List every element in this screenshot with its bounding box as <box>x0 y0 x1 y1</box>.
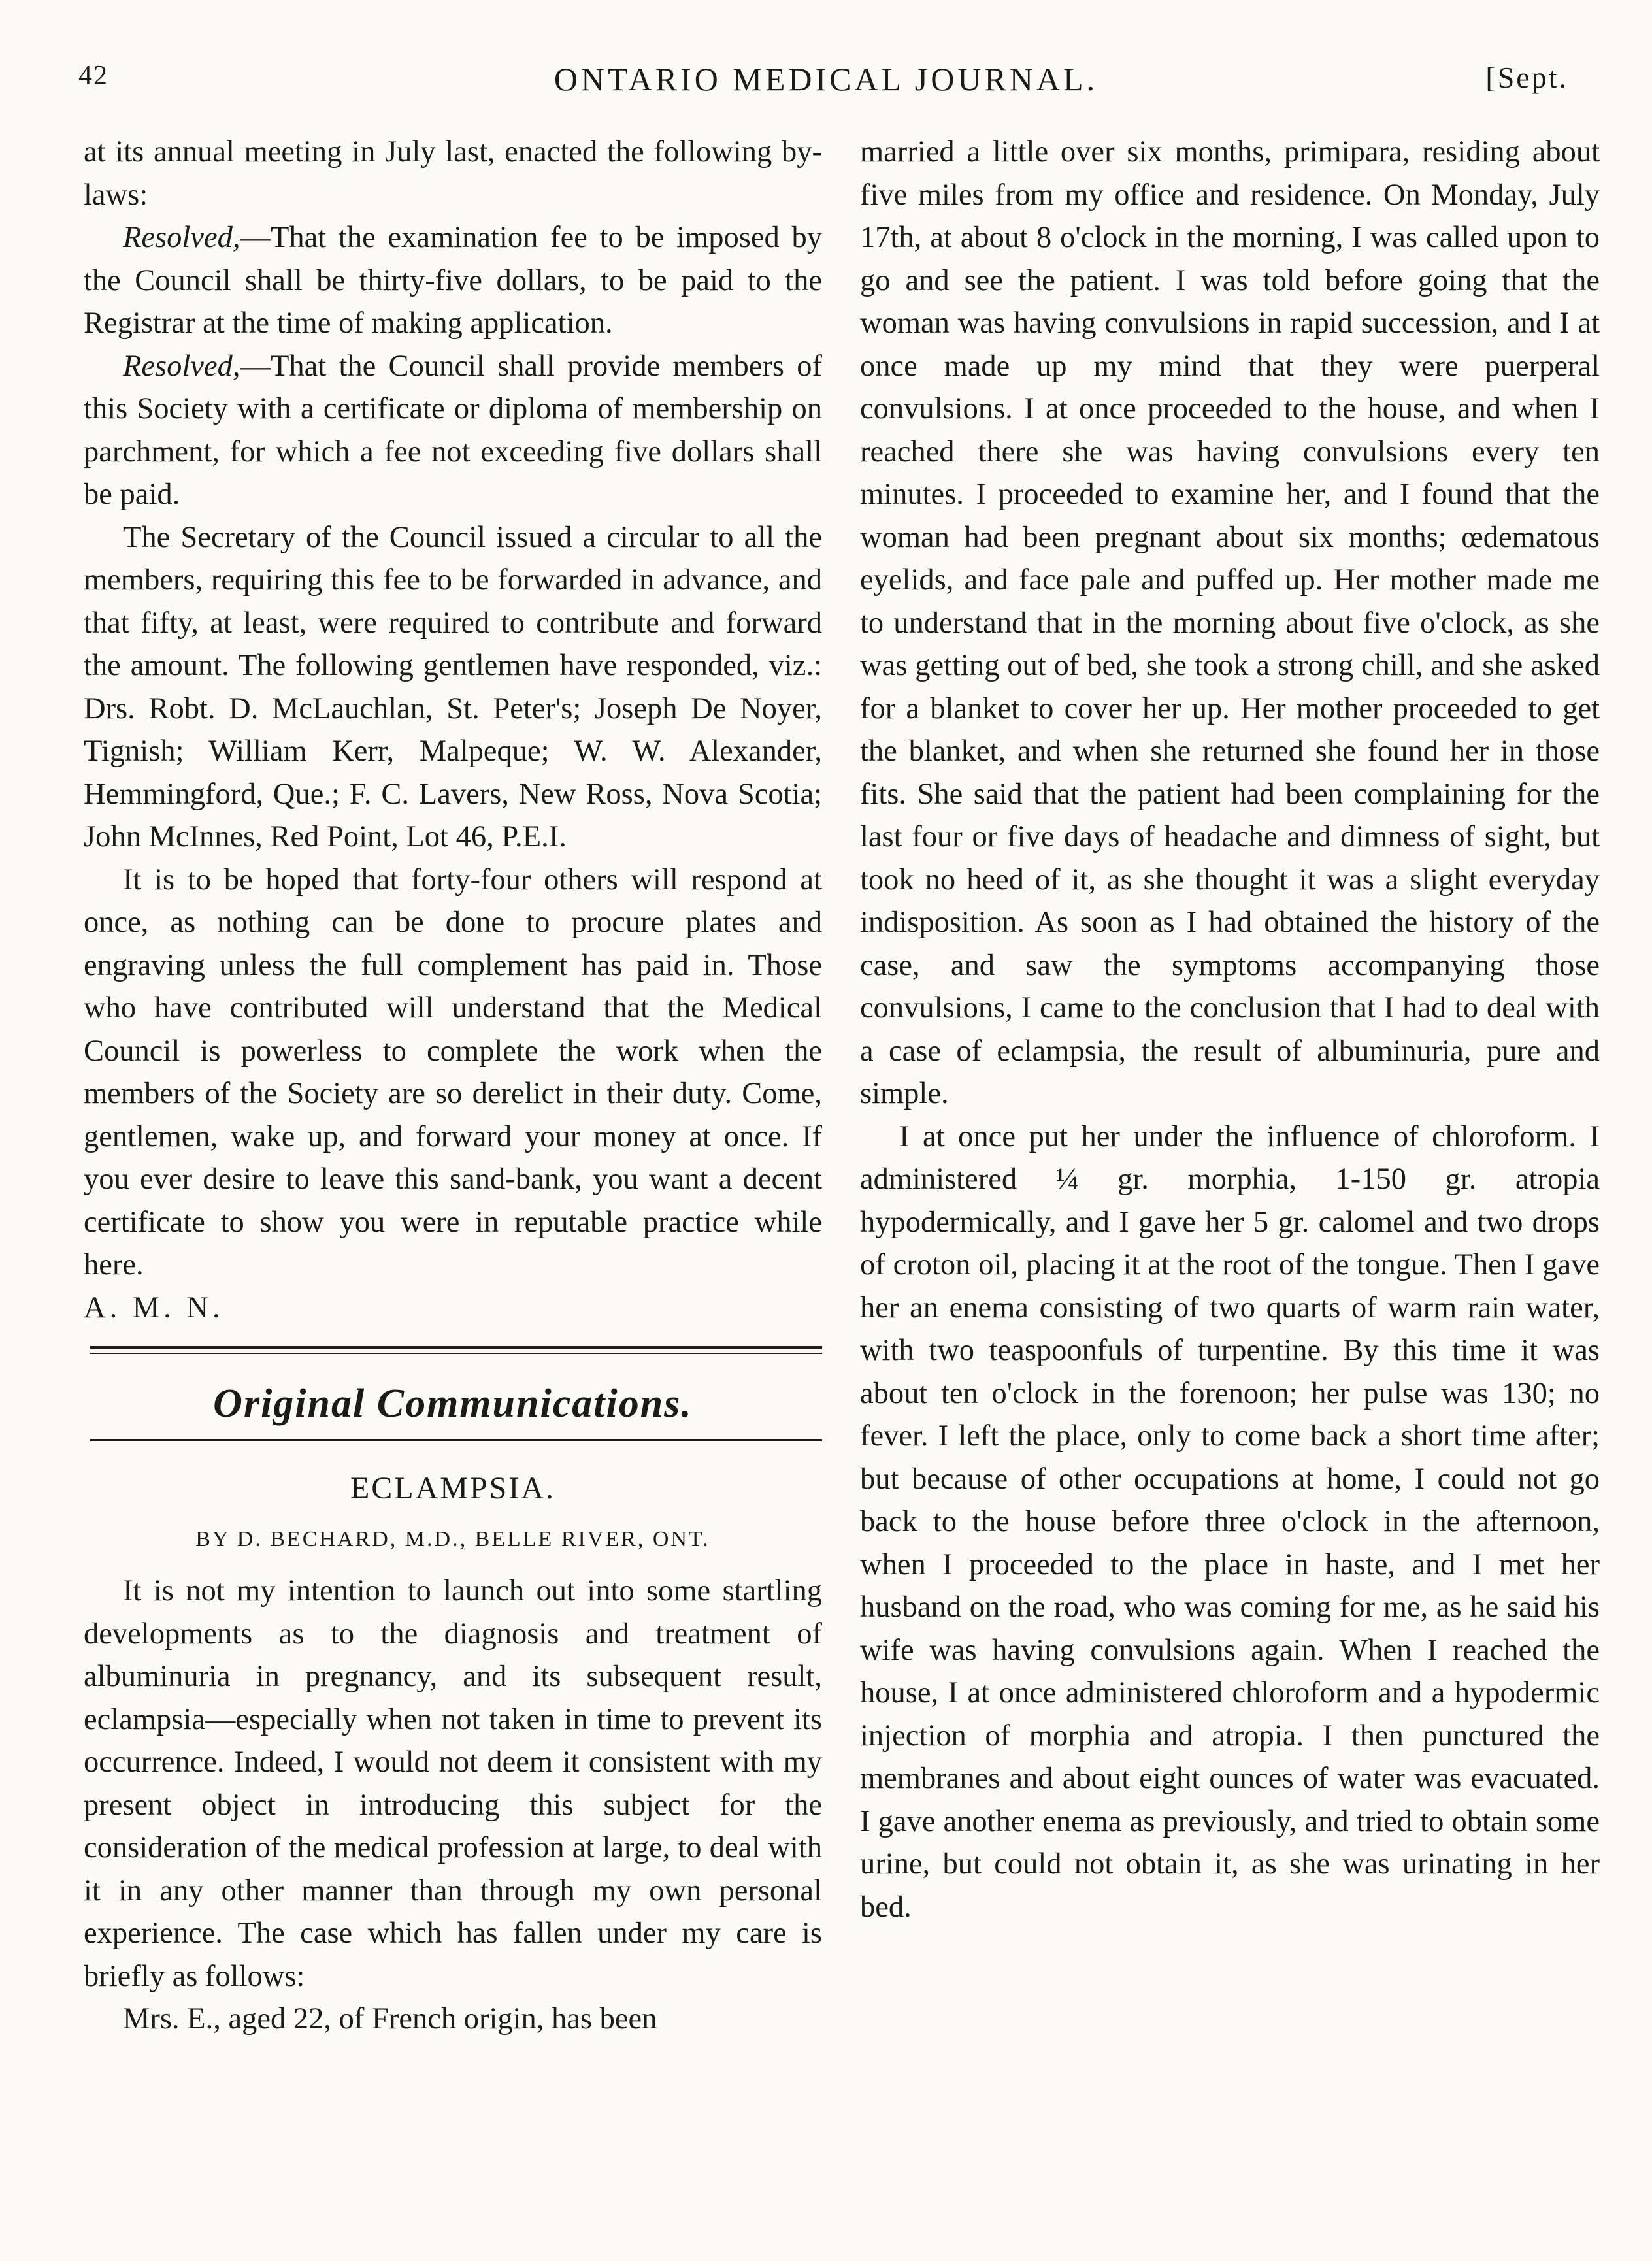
running-header <box>0 60 1652 106</box>
paragraph: It is to be hoped that forty-four others will respond at once, as nothing can be done to procure plates and engraving unless the full complement has paid in. Those who have contributed will understand that the Medical Council is powerless to complete the work when the members of the Society are so derelict in their duty. Come, gentlemen, wake up, and forward your money at once. If you ever desire to leave this sand-bank, you want a decent certificate to show you were in reputable practice while here. <box>84 863 822 1281</box>
single-rule <box>90 1439 822 1441</box>
section-title: Original Communications. <box>213 1381 693 1426</box>
journal-title: ONTARIO MEDICAL JOURNAL. <box>553 61 1099 97</box>
paragraph: Mrs. E., aged 22, of French origin, has been <box>123 2002 657 2036</box>
paragraph: It is not my intention to launch out into some startling developments as to the diagnosis and treatment of albuminuria in pregnancy, and its subsequent result, eclampsia—especially when not taken in time to prevent its occurrence. Indeed, I would not deem it consistent with my present object in introducing this subject for the consideration of the medical profession at large, to deal with it in any other manner than through my own personal experience. The case which has fallen under my care is briefly as follows: <box>84 1574 822 1993</box>
author-signature: A. M. N. <box>84 1291 224 1325</box>
resolution-paragraph <box>84 345 822 516</box>
article-title: ECLAMPSIA. <box>350 1471 556 1506</box>
issue-month: [Sept. <box>1485 61 1568 94</box>
paragraph: I at once put her under the influence of chloroform. I administered ¼ gr. morphia, 1-150 gr. atropia hypodermically, and I gave her 5 gr. calomel and two drops of croton oil, placing it at the root of the tongue. Then I gave her an enema consisting of two quarts of warm rain water, with two teaspoonfuls of turpentine. By this time it was about ten o'clock in the forenoon; her pulse was 130; no fever. I left the place, only to come back a short time after; but because of other occupations at home, I could not go back to the house before three o'clock in the afternoon, when I proceeded to the place in haste, and I met her husband on the road, who was coming for me, as he said his wife was having convulsions again. When I reached the house, I at once administered chloroform and a hypodermic injection of morphia and atropia. I then punctured the membranes and about eight ounces of water was evacuated. I gave another enema as previously, and tried to obtain some urine, but could not obtain it, as she was urinating in her bed. <box>860 1119 1600 1924</box>
article-byline: BY D. BECHARD, M.D., BELLE RIVER, ONT. <box>195 1527 710 1551</box>
resolution-text: —That the Council shall provide members of this Society with a certificate or diploma of membership on parchment, for which a fee not exceeding five dollars shall be paid. <box>84 349 822 511</box>
resolved-lead: Resolved, <box>123 349 240 383</box>
paragraph: at its annual meeting in July last, enacted the following by-laws: <box>84 135 822 212</box>
paragraph: married a little over six months, primipara, residing about five miles from my office and residence. On Monday, July 17th, at about 8 o'clock in the morning, I was called upon to go and see the patient. I was told before going that the woman was having convulsions in rapid succession, and I at once made up my mind that they were puerperal convulsions. I at once proceeded to the house, and when I reached there she was having convulsions every ten minutes. I proceeded to examine her, and I found that the woman had been pregnant about six months; œdematous eyelids, and face pale and puffed up. Her mother made me to understand that in the morning about five o'clock, as she was getting out of bed, she took a strong chill, and she asked for a blanket to cover her up. Her mother proceeded to get the blanket, and when she returned she found her in those fits. She said that the patient had been complaining for the last four or five days of headache and dimness of sight, but took no heed of it, as she thought it was a slight everyday indisposition. As soon as I had obtained the history of the case, and saw the symptoms accompanying those convulsions, I came to the conclusion that I had to deal with a case of eclampsia, the result of albuminuria, pure and simple. <box>860 135 1600 1110</box>
resolution-paragraph <box>84 216 822 345</box>
resolved-lead: Resolved, <box>123 221 240 254</box>
double-rule <box>90 1346 822 1354</box>
right-column <box>860 131 1600 1928</box>
left-column <box>84 131 822 2041</box>
resolution-text: —That the examination fee to be imposed by the Council shall be thirty-five dollars, to be paid to the Registrar at the time of making application. <box>84 221 822 340</box>
paragraph: The Secretary of the Council issued a circular to all the members, requiring this fee to be forwarded in advance, and that fifty, at least, were required to contribute and forward the amount. The following gentlemen have responded, viz.: Drs. Robt. D. McLauchlan, St. Peter's; Joseph De Noyer, Tignish; William Kerr, Malpeque; W. W. Alexander, Hemmingford, Que.; F. C. Lavers, New Ross, Nova Scotia; John McInnes, Red Point, Lot 46, P.E.I. <box>84 520 822 853</box>
page-number: 42 <box>78 61 108 91</box>
